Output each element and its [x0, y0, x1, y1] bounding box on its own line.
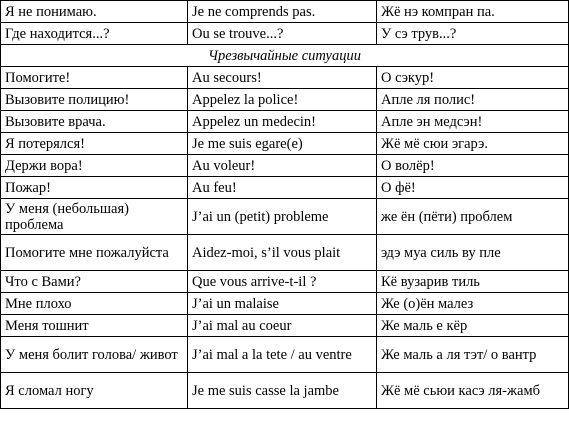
russian-phrase: Я потерялся! [1, 133, 188, 155]
table-row [1, 111, 569, 133]
table-row [1, 177, 569, 199]
transliteration: Же (о)ён малез [377, 293, 569, 315]
transliteration: Жё мё сюи эгарэ. [377, 133, 569, 155]
transliteration: О фё! [377, 177, 569, 199]
table-row [1, 271, 569, 293]
transliteration: Кё вузарив тиль [377, 271, 569, 293]
table-row [1, 373, 569, 409]
transliteration: Же маль а ля тэт/ о вантр [377, 337, 569, 373]
table-row [1, 23, 569, 45]
transliteration: Апле ля полис! [377, 89, 569, 111]
french-phrase: Je ne comprends pas. [188, 1, 377, 23]
transliteration: Апле эн медсэн! [377, 111, 569, 133]
table-row [1, 1, 569, 23]
russian-phrase: У меня (небольшая) проблема [1, 199, 188, 235]
transliteration: эдэ муа силь ву пле [377, 235, 569, 271]
table-row [1, 315, 569, 337]
russian-phrase: Где находится...? [1, 23, 188, 45]
french-phrase: Je me suis egare(e) [188, 133, 377, 155]
russian-phrase: Вызовите полицию! [1, 89, 188, 111]
table-row [1, 235, 569, 271]
russian-phrase: Помогите! [1, 67, 188, 89]
french-phrase: Aidez-moi, s’il vous plait [188, 235, 377, 271]
russian-phrase: Я не понимаю. [1, 1, 188, 23]
french-phrase: J’ai mal au coeur [188, 315, 377, 337]
french-phrase: Au secours! [188, 67, 377, 89]
russian-phrase: Вызовите врача. [1, 111, 188, 133]
french-phrase: Au feu! [188, 177, 377, 199]
section-title: Чрезвычайные ситуации [1, 45, 569, 67]
transliteration: же ён (пёти) проблем [377, 199, 569, 235]
russian-phrase: Помогите мне пожалуйста [1, 235, 188, 271]
russian-phrase: Пожар! [1, 177, 188, 199]
french-phrase: J’ai un malaise [188, 293, 377, 315]
section-header-row [1, 45, 569, 67]
french-phrase: Au voleur! [188, 155, 377, 177]
table-row [1, 155, 569, 177]
table-row [1, 199, 569, 235]
russian-phrase: Мне плохо [1, 293, 188, 315]
table-row [1, 67, 569, 89]
french-phrase: Ou se trouve...? [188, 23, 377, 45]
table-row [1, 133, 569, 155]
french-phrase: Appelez un medecin! [188, 111, 377, 133]
transliteration: О волёр! [377, 155, 569, 177]
table-row [1, 337, 569, 373]
transliteration: О сэкур! [377, 67, 569, 89]
french-phrase: Appelez la police! [188, 89, 377, 111]
russian-phrase: Я сломал ногу [1, 373, 188, 409]
russian-phrase: У меня болит голова/ живот [1, 337, 188, 373]
russian-phrase: Что с Вами? [1, 271, 188, 293]
transliteration: Жё нэ компран па. [377, 1, 569, 23]
russian-phrase: Меня тошнит [1, 315, 188, 337]
french-phrase: J’ai un (petit) probleme [188, 199, 377, 235]
table-row [1, 89, 569, 111]
french-phrase: J’ai mal a la tete / au ventre [188, 337, 377, 373]
russian-phrase: Держи вора! [1, 155, 188, 177]
transliteration: Жё мё сьюи касэ ля-жамб [377, 373, 569, 409]
transliteration: Же маль е кёр [377, 315, 569, 337]
transliteration: У сэ трув...? [377, 23, 569, 45]
french-phrase: Je me suis casse la jambe [188, 373, 377, 409]
table-row [1, 293, 569, 315]
french-phrase: Que vous arrive-t-il ? [188, 271, 377, 293]
